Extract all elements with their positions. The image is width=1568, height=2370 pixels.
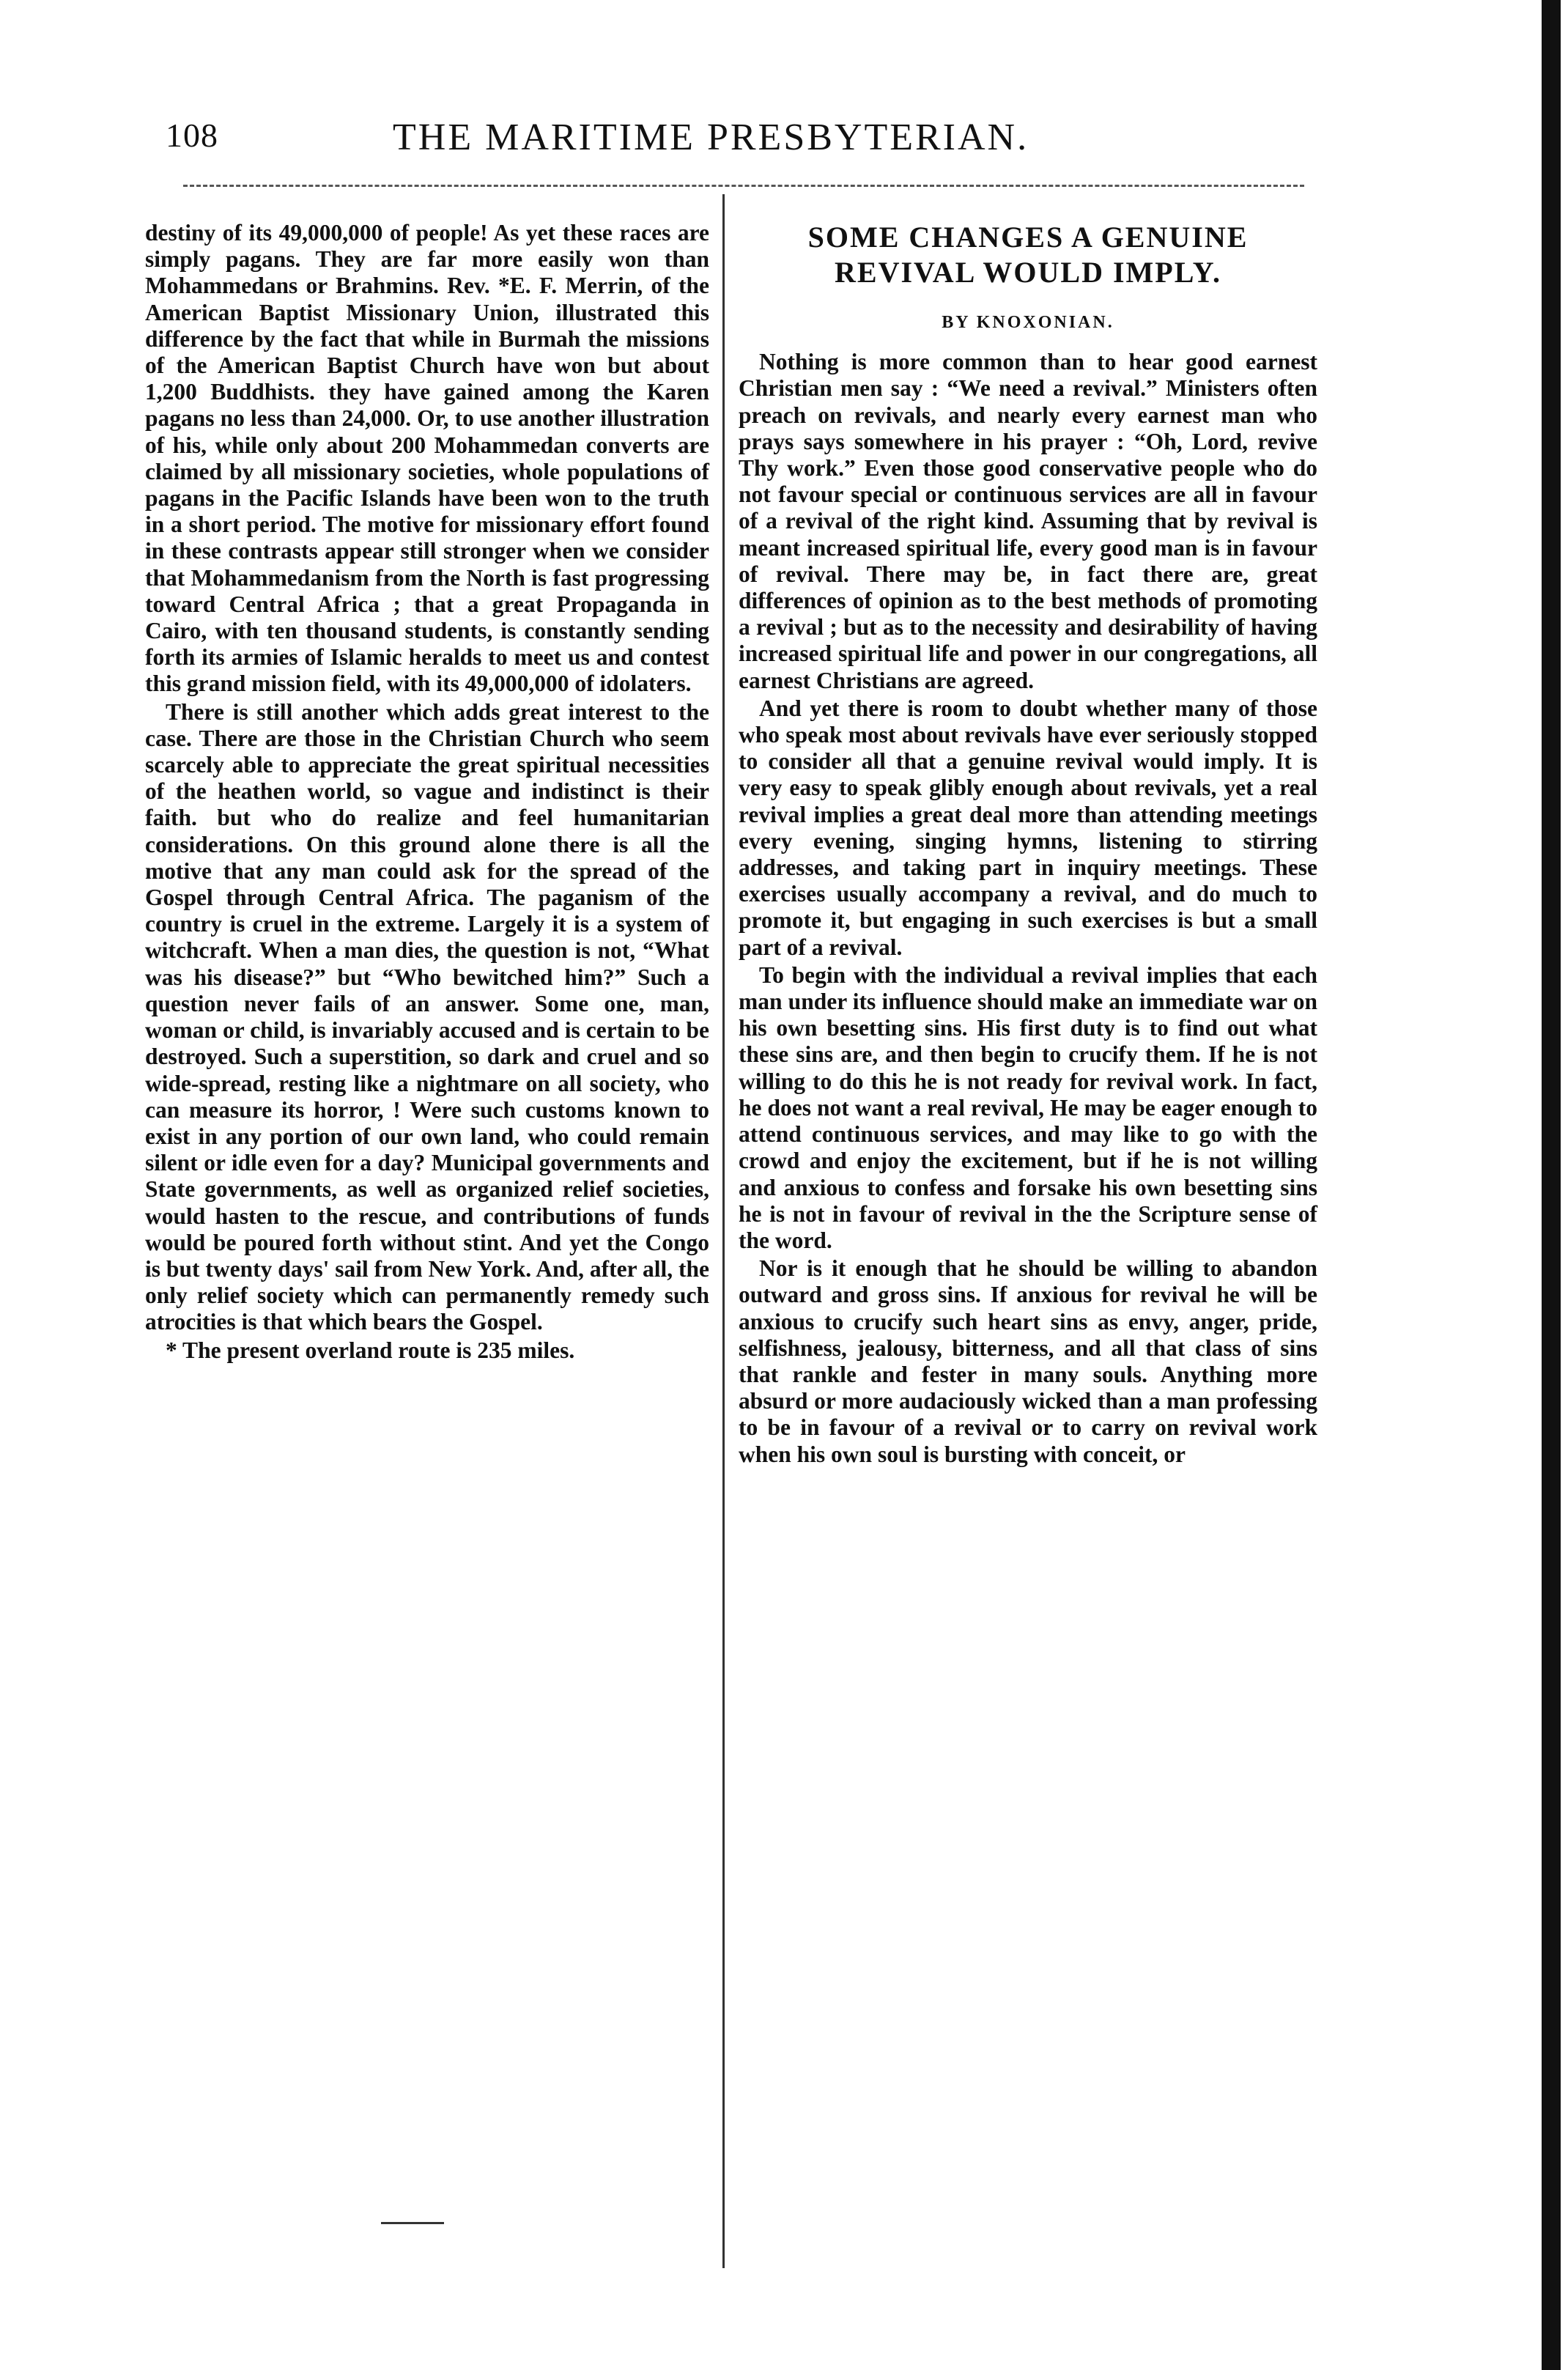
article-title: SOME CHANGES A GENUINE REVIVAL WOULD IMPLY. — [807, 221, 1249, 289]
right-column — [739, 220, 1317, 1469]
footnote: * The present overland route is 235 miles. — [166, 1337, 575, 1363]
column-divider — [722, 194, 725, 2268]
end-rule — [381, 2222, 444, 2224]
right-paragraph-3: To begin with the individual a revival implies that each man under its influence should make an immediate war on his own besetting sins. His first duty is to find out what these sins are, and then begin to crucify them. If he is not willing to do this he is not ready for revival work. In fact, he does not want a real revival, He may be eager enough to attend continuous services, and may like to go with the crowd and enjoy the excitement, but if he is not willing and anxious to confess and forsake his own besetting sins he is not in favour of revival in the the Scripture sense of the word. — [739, 961, 1317, 1253]
left-paragraph-2: There is still another which adds great interest to the case. There are those in the Christian Church who seem scarcely able to appreciate the great spiritual necessities of the heathen world, so vague and indistinct is their faith. but who do realize and feel humanitarian considerations. On this ground alone there is all the motive that any man could ask for the spread of the Gospel through Central Africa. The paganism of the country is cruel in the extreme. Largely it is a system of witchcraft. When a man dies, the question is not, “What was his disease?” but “Who bewitched him?” Such a question never fails of an answer. Some one, man, woman or child, is invariably accused and is certain to be destroyed. Such a superstition, so dark and cruel and so wide-spread, resting like a nightmare on all society, who can measure its horror, ! Were such customs known to exist in any portion of our own land, who could remain silent or idle even for a day? Municipal governments and State governments, as well as organized relief societies, would hasten to the rescue, and contributions of funds would be poured forth without stint. And yet the Congo is but twenty days' sail from New York. And, after all, the only relief society which can permanently remedy such atrocities is that which bears the Gospel. — [145, 698, 709, 1335]
page-edge-shadow — [1542, 0, 1561, 2370]
right-paragraph-2: And yet there is room to doubt whether many of those who speak most about revivals have ever seriously stopped to consider all that a genuine revival would imply. It is very easy to speak glibly enough about revivals, yet a real revival implies a great deal more than attending meetings every evening, singing hymns, listening to stirring addresses, and taking part in inquiry meetings. These exercises usually accompany a revival, and do much to promote it, but engaging in such exercises is but a small part of a revival. — [739, 695, 1317, 960]
left-column — [145, 220, 709, 1365]
page-number: 108 — [166, 117, 218, 154]
left-paragraph-1: destiny of its 49,000,000 of people! As yet these races are simply pagans. They are far more easily won than Mohammedans or Brahmins. Rev. *E. F. Merrin, of the American Baptist Missionary Union, illustrated this difference by the fact that while in Burmah the missions of the American Baptist Church have won but about 1,200 Buddhists. they have gained among the Karen pagans no less than 24,000. Or, to use another illustration of his, while only about 200 Mohammedan converts are claimed by all missionary societies, whole populations of pagans in the Pacific Islands have been won to the truth in a short period. The motive for missionary effort found in these contrasts appear still stronger when we consider that Mohammedanism from the North is fast progressing toward Central Africa ; that a great Propaganda in Cairo, with ten thousand students, is constantly sending forth its armies of Islamic heralds to meet us and contest this grand mission field, with its 49,000,000 of idolaters. — [145, 220, 709, 697]
right-paragraph-1: Nothing is more common than to hear good earnest Christian men say : “We need a revival.” Ministers often preach on revivals, and nearly every earnest man who prays says somewhere in his prayer : “Oh, Lord, revive Thy work.” Even those good conservative people who do not favour special or continuous services are all in favour of a revival of the right kind. Assuming that by revival is meant increased spiritual life, every good man is in favour of revival. There may be, in fact there are, great differences of opinion as to the best methods of promoting a revival ; but as to the necessity and desirability of having increased spiritual life and power in our congregations, all earnest Christians are agreed. — [739, 349, 1317, 693]
article-byline: BY KNOXONIAN. — [942, 313, 1114, 332]
header-rule — [183, 185, 1304, 187]
page-header — [166, 116, 1309, 174]
right-paragraph-4: Nor is it enough that he should be willing to abandon outward and gross sins. If anxious for revival he will be anxious to crucify such heart sins as envy, anger, pride, selfishness, jealousy, bitterness, and all that class of sins that rankle and fester in many souls. Anything more absurd or more audaciously wicked than a man professing to be in favour of a revival or to carry on revival work when his own soul is bursting with conceit, or — [739, 1255, 1317, 1467]
running-title: THE MARITIME PRESBYTERIAN. — [393, 117, 1029, 158]
